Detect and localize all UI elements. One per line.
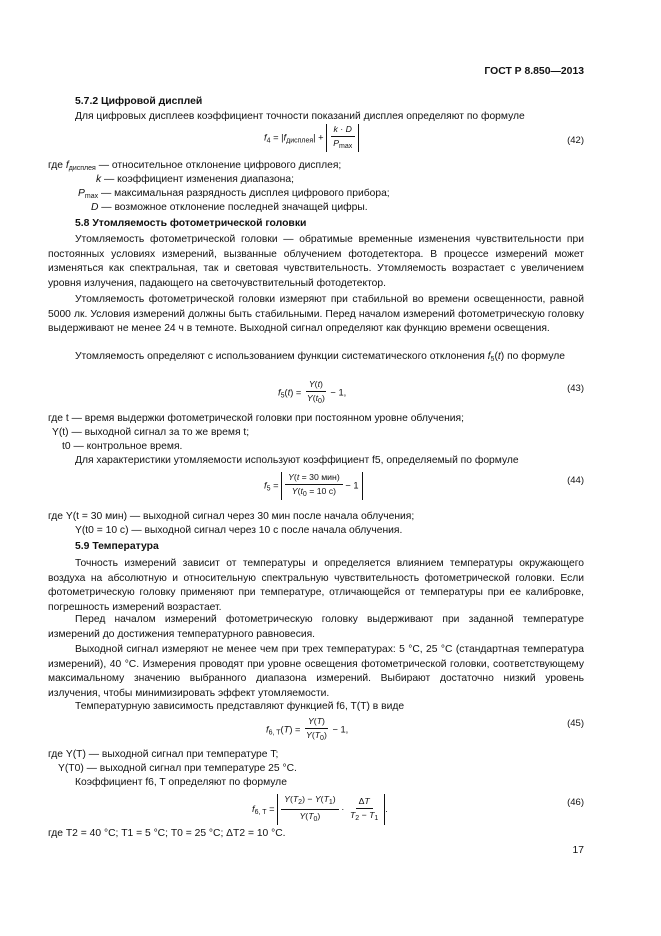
equation-45: $f_{6, T}(T)$ = $\frac{Y(T)}{Y(T_0)}$ − 1,: [266, 716, 349, 742]
definition-row: где T2 = 40 °С; T1 = 5 °С; T0 = 25 °С; ΔT2 = 10 °С.: [48, 828, 286, 839]
section-title-5-9: 5.9 Температура: [75, 541, 159, 552]
definition-row: Y(T0) — выходной сигнал при температуре 25 °С.: [58, 763, 297, 774]
paragraph: Температурную зависимость представляют функцией f6, T(T) в виде: [75, 701, 405, 712]
paragraph: Перед началом измерений фотометрическую головку выдерживают при заданной температуре измерений до достижения температурного равновесия.: [48, 614, 584, 640]
definition-row: k — коэффициент изменения диапазона;: [96, 174, 294, 185]
paragraph: Для характеристики утомляемости используют коэффициент f5, определяемый по формуле: [75, 455, 519, 466]
equation-43: $f_5(t)$ = $\frac{Y(t)}{Y(t_0)}$ − 1,: [278, 379, 347, 405]
equation-42: $f_4 = |f_{дисплея}|$ + $\frac{k \cdot D}{P_{max}}$: [264, 124, 359, 152]
page-number: 17: [572, 845, 584, 856]
document-page: [48, 0, 584, 936]
equation-number: (43): [567, 383, 584, 394]
definition-row: D — возможное отклонение последней значащей цифры.: [91, 202, 368, 213]
definition-row: $P_{max}$ — максимальная разрядность дисплея цифрового прибора;: [78, 188, 390, 200]
definition-row: Y(t0 = 10 с) — выходной сигнал через 10 с после начала облучения.: [75, 525, 403, 536]
definition-row: t0 — контрольное время.: [62, 441, 183, 452]
definition-row: где $f_{дисплея}$ — относительное отклонение цифрового дисплея;: [48, 160, 342, 172]
paragraph: Точность измерений зависит от температуры и определяется влиянием температуры окружающего воздуха на абсолютную и относительную спектральную чувствительность фотометрической головки. Если фотометрическую головку применяют при температуре, отличающейся от температуры при ее калибровке, погрешность измерений возрастает.: [48, 558, 584, 613]
standard-header: ГОСТ Р 8.850—2013: [484, 66, 584, 77]
equation-number: (45): [567, 718, 584, 729]
paragraph: Коэффициент f6, T определяют по формуле: [75, 777, 287, 788]
equation-44: $f_5$ = $\frac{\text{Y(t = 30 мин)}}{Y(t_0 = 10 с)}$ − 1: [264, 472, 363, 500]
paragraph: Утомляемость фотометрической головки — обратимые временные изменения чувствительности при постоянных условиях измерений, вызванные облучением фотодетектора. В процессе измерений может изменяться как спектральная, так и световая чувствительность. Утомляемость возрастает с увеличением уровня излучения, падающего на светочувствительный фотодетектор.: [48, 234, 584, 289]
section-title-5-8: 5.8 Утомляемость фотометрической головки: [75, 218, 307, 229]
definition-row: где Y(T) — выходной сигнал при температуре T;: [48, 749, 279, 760]
equation-46: $f_{6, T}$ = $\frac{Y(T_2) - Y(T_1)}{Y(T_0)}$ · $\frac{\Delta T}{T_2 - T_1}$ .: [252, 794, 388, 823]
definition-row: где Y(t = 30 мин) — выходной сигнал через 30 мин после начала облучения;: [48, 511, 415, 522]
equation-number: (44): [567, 475, 584, 486]
equation-number: (42): [567, 135, 584, 146]
paragraph: Утомляемость фотометрической головки измеряют при стабильной во времени освещенности, равной 5000 лк. Условия измерений должны быть стабильными. Перед началом измерений фотометрическую головку выдерживают не менее 24 ч в темноте. Выходной сигнал определяют как функцию времени освещения.: [48, 294, 584, 335]
paragraph: Утомляемость определяют с использованием функции систематического отклонения $f_5(t)$ по формуле: [75, 351, 566, 363]
equation-number: (46): [567, 797, 584, 808]
paragraph: Для цифровых дисплеев коэффициент точности показаний дисплея определяют по формуле: [75, 111, 525, 122]
definition-row: Y(t) — выходной сигнал за то же время t;: [52, 427, 250, 438]
paragraph: Выходной сигнал измеряют не менее чем при трех температурах: 5 °С, 25 °С (стандартная температура измерений), 40 °С. Измерения проводят при уровне освещения фотометрической головки, соответствующему максимальному значению выбранного диапазона измерений. Выбирают достаточно низкий уровень излучения, чтобы минимизировать эффект утомляемости.: [48, 644, 584, 699]
section-title-5-7-2: 5.7.2 Цифровой дисплей: [75, 96, 203, 107]
definition-row: где t — время выдержки фотометрической головки при постоянном уровне облучения;: [48, 413, 464, 424]
